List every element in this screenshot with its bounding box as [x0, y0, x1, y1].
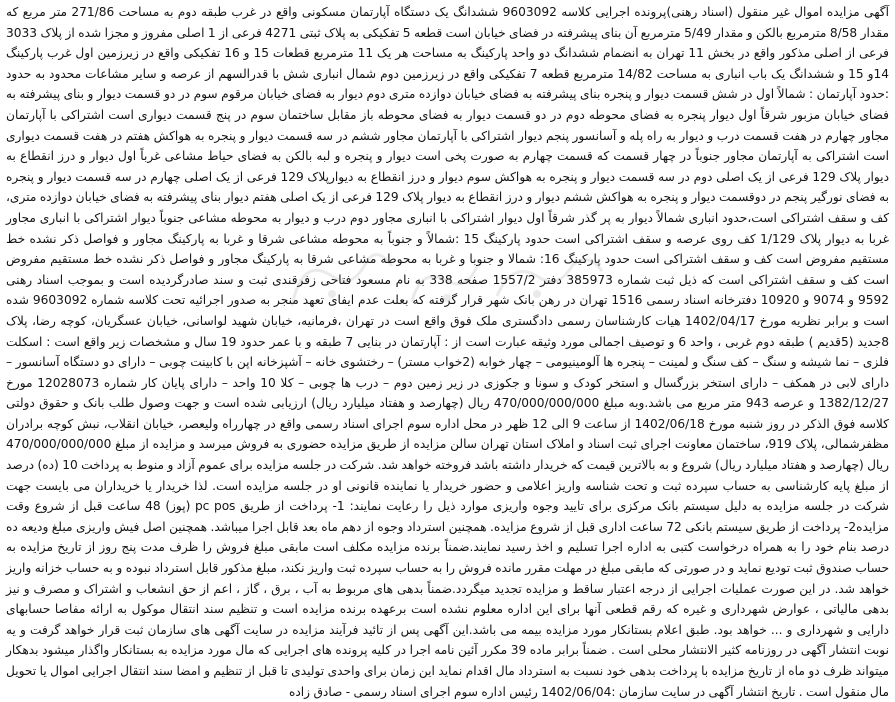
auction-notice — [6, 2, 890, 699]
notice-body-text: آگهی مزایده اموال غیر منقول (اسناد رهنی)پرونده اجرایی کلاسه 9603092 ششدانگ یک دستگاه آپارتمان مسکونی واقع در غرب طبقه دوم به مساحت 271/86 متر مربع که مقدار 8/58 مترمربع بالکن و مقدار 5/49 مترمربع آن بنای پیشرفته در فضای خیابان است قطعه 5 تفکیکی به پلاک ثبتی 4271 فرعی از 1 اصلی مفروز و مجزا شده از پلاک 3033 فرعی از اصلی مذکور واقع در بخش 11 تهران به انضمام ششدانگ دو واحد پارکینگ به مساحت هر یک 11 مترمربع قطعات 15 و 16 تفکیکی واقع در زیرزمین اول غرب پارکینگ 14و 15 و ششدانگ یک باب انباری به مساحت 14/82 مترمربع قطعه 7 تفکیکی واقع در زیرزمین دوم شمال انباری شش با قدرالسهم از عرصه و سایر مشاعات محدود به حدود :حدود آپارتمان : شمالاً اول در شش قسمت دیوار و پنجره بنای پیشرفته به فضای خیابان دوازده متری دوم دیوار به فضای خیابان مرقوم سوم در دو قسمت دیوار و بنای پیشرفته به فضای خیابان مزبور شرقاً اول دیوار پنجره به فضای محوطه دوم در دو قسمت دیوار به فضای محوطه باز مقابل ساختمان سوم در پنج قسمت دیواری است اشتراکی با آپارتمان مجاور چهارم در هفت قسمت درب و دیوار به راه پله و آسانسور پنجم دیوار اشتراکی با آپارتمان مجاور ششم در سه قسمت دیوار و پنجره به هواکش هفتم در هفت قسمت دیواری است اشتراکی به آپارتمان مجاور جنوباً در چهار قسمت که قسمت چهارم به صورت پخی است دیوار و پنجره و لبه بالکن به فضای حیاط مشاعی غرباً اول دیوار و درز انقطاع به دیوار پلاک 129 فرعی از یک اصلی دوم در سه قسمت دیوار و پنجره به هواکش سوم دیوار و درز انقطاع به دیوارپلاک 129 فرعی از یک اصلی چهارم در سه قسمت دیوار و پنجره به فضای نورگیر پنجم در دوقسمت دیوار و پنجره به هواکش ششم دیوار و درز انقطاع به دیوار پلاک 129 فرعی از یک اصلی هفتم دیوار بنای پیشرفته به فضای خیابان دوازده متری، کف و سقف اشتراکی است،حدود انباری شمالاً دیوار به پر گذر شرقاً اول دیوار اشتراکی با انباری مجاور دوم درب و دیوار به محوطه مشاعی جنوباً دیوار اشتراکی با انباری مجاور غربا به دیوار پلاک 1/129 کف روی عرصه و سقف اشتراکی است حدود پارکینگ 15 :شمالاً و جنوباً به محوطه مشاعی شرقا و غربا به پارکینگ مجاور و فواصل ذکر نشده خط مستقیم مفروض است کف و سقف اشتراکی است حدود پارکینگ 16: شمالا و جنوبا و غربا به محوطه مشاعی شرقا به پارکینگ مجاور و فواصل ذکر نشده خط مستقیم مفروض است کف و سقف اشتراکی است که ذیل ثبت شماره 385973 دفتر 1557/2 صفحه 338 به نام مسعود فتاحی زفرقندی ثبت و سند صادرگردیده است و بموجب اسناد رهنی 9592 و 9074 و 10920 دفترخانه اسناد رسمی 1516 تهران در رهن بانک شهر قرار گرفته که بعلت عدم ایفای تعهد منجر به صدور اجرائیه تحت کلاسه شماره 9603092 شده است و برابر نظریه مورخ 1402/04/17 هیات کارشناسان رسمی دادگستری ملک فوق واقع است در تهران ،فرمانیه، خیابان شهید لواسانی، خیابان عسگریان، کوچه رضا، پلاک 8جدید (5قدیم ) طبقه دوم غربی ، واحد 6 و توصیف اجمالی مورد وثیقه عبارت است از : آپارتمان در بنایی 7 طبقه و با عمر حدود 19 سال و مشخصات زیر واقع است : اسکلت فلزی – نما شیشه و سنگ – کف سنگ و لمینت – پنجره ها آلومینیومی – چهار خوابه (2خواب مستر) – رختشوی خانه – آشپزخانه اپن با کابینت چوبی – دارای دو دستگاه آسانسور – دارای لابی در همکف – دارای استخر بزرگسال و استخر کودک و سونا و جکوزی در زیر زمین دوم – درب ها چوبی – کلا 10 واحد – دارای پایان کار شماره 12028073 مورخ 1382/12/27 و عرصه 943 متر مربع می باشد.وبه مبلغ 470/000/000/000 ریال (چهارصد و هفتاد میلیارد ریال) ارزیابی شده است و جهت وصول طلب بانک و حقوق دولتی کلاسه فوق الذکر در روز شنبه مورخ 1402/06/18 از ساعت 9 الی 12 ظهر در محل اداره سوم اجرای اسناد رسمی واقع در چهارراه ولیعصر، خیابان انقلاب، نبش کوچه برادران مظفرشمالی، پلاک 919، ساختمان معاونت اجرای ثبت اسناد و املاک استان تهران سالن مزایده از طریق مزایده حضوری به فروش میرسد و مزایده از مبلغ 470/000/000/000 ریال (چهارصد و هفتاد میلیارد ریال) شروع و به بالاترین قیمت که خریدار داشته باشد فروخته خواهد شد. شرکت در جلسه مزایده برای عموم آزاد و منوط به پرداخت 10 (ده) درصد از مبلغ پایه کارشناسی به حساب سپرده ثبت و تحت شناسه واریز اعلامی و حضور خریدار یا نماینده قانونی او در جلسه مزایده است. لذا خریدار یا خریداران می بایست جهت شرکت در جلسه مزایده به دلیل سیستم بانک مرکزی برای تایید وجوه واریزی موارد ذیل را رعایت نمایند: 1- پرداخت از طریق pc pos (پوز) 48 ساعت قبل از شروع وقت مزایده2- پرداخت از طریق سیستم بانکی 72 ساعت اداری قبل از شروع مزایده. همچنین استرداد وجوه از دهم ماه بعد قابل اجرا میباشد. همچنین اصل فیش واریزی مبلغ ودیعه ده درصد بنام خود را به همراه درخواست کتبی به اداره اجرا تسلیم و اخذ رسید نمایند.ضمناً برنده مزایده مکلف است مابقی مبلغ فروش را ظرف مدت پنج روز از تاریخ مزایده به حساب صندوق ثبت تودیع نماید و در صورتی که مابقی مبلغ در مهلت مقرر مانده فروش را به حساب سپرده ثبت واریز نکند، مبلغ مذکور قابل استرداد نبوده و به حساب خزانه واریز خواهد شد. در این صورت عملیات اجرایی از درجه اعتبار ساقط و مزایده تجدید میگردد.ضمناً بدهی های مربوط به آب ، برق ، گاز ، اعم از حق انشعاب و اشتراک و مصرف و نیز بدهی مالیاتی ، عوارض شهرداری و غیره که رقم قطعی آنها برای این اداره معلوم نشده است برعهده برنده مزایده است و تنظیم سند انتقال موکول به ارائه مفاصا حسابهای دارایی و شهرداری و ... خواهد بود. طبق اعلام بستانکار مورد مزایده بیمه می باشد.این آگهی پس از تائید فرآیند مزایده در سایت آگهی های سازمان ثبت قرار خواهد گرفت و یه نوبت انتشار آگهی در روزنامه کثیر الانتشار محلی است . ضمناً برابر ماده 39 مکرر آئین نامه اجرا در کلیه پرونده های اجرایی که مال مورد مزایده به بستانکار واگذار میشود بدهکار میتواند ظرف دو ماه از تاریخ مزایده با پرداخت بدهی خود نسبت به استرداد مال اقدام نماید این زمان برای واحدی تولیدی تا قبل از تنظیم و امضا سند انتقال اجرایی اموال یا تحویل مال منقول است . تاریخ انتشار آگهی در سایت سازمان :1402/06/04 رئیس اداره سوم اجرای اسناد رسمی - صادق زاده — [6, 5, 890, 699]
